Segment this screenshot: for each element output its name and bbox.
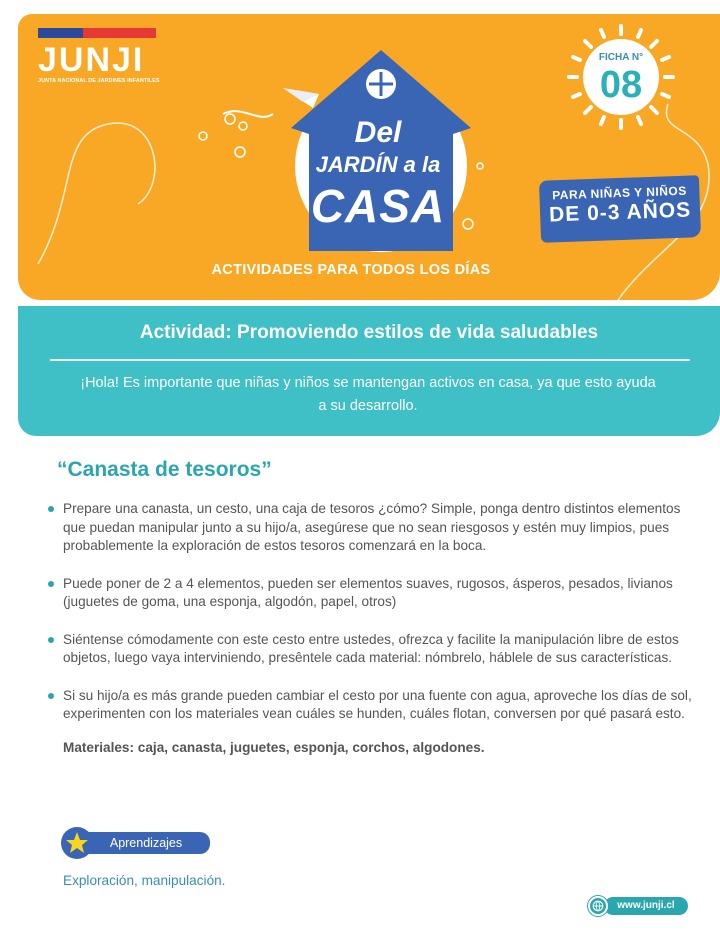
age-badge-line1: PARA NIÑAS Y NIÑOS bbox=[551, 183, 687, 203]
website-badge[interactable] bbox=[588, 896, 688, 916]
website-link[interactable]: www.junji.cl bbox=[617, 900, 675, 911]
activity-banner bbox=[18, 306, 720, 436]
ficha-number: 08 bbox=[599, 64, 643, 106]
program-logo bbox=[273, 36, 483, 266]
list-item bbox=[46, 500, 696, 556]
list-item-text: Prepare una canasta, un cesto, una caja de tesoros ¿cómo? Simple, ponga dentro distintos elementos que puedan manipular junto a su hijo/a, asegúrese que no sean riesgosos y estén muy limpios, pues probablemente la exploración de estos tesoros comenzará en la boca. bbox=[63, 501, 681, 553]
junji-subtitle: JUNTA NACIONAL DE JARDINES INFANTILES bbox=[38, 78, 160, 84]
bullet-icon bbox=[48, 506, 54, 512]
globe-icon bbox=[588, 896, 608, 916]
bullet-icon bbox=[48, 693, 54, 699]
ficha-badge bbox=[561, 22, 681, 132]
header-banner bbox=[18, 14, 720, 300]
list-item-text: Si su hijo/a es más grande pueden cambiar el cesto por una fuente con agua, aproveche los días de sol, experimenten con los materiales vean cuáles se hunden, cuáles flotan, conversen por qué pasará esto. bbox=[63, 687, 692, 721]
section-title: “Canasta de tesoros” bbox=[57, 458, 272, 481]
junji-wordmark: JUNJI bbox=[38, 41, 145, 79]
age-badge bbox=[539, 175, 701, 243]
list-item bbox=[46, 631, 696, 668]
program-title-line3: CASA bbox=[310, 180, 446, 232]
program-title-line2: JARDÍN a la bbox=[315, 152, 441, 177]
learning-badge bbox=[60, 826, 210, 860]
learning-label: Aprendizajes bbox=[109, 836, 183, 850]
activity-title: Actividad: Promoviendo estilos de vida saludables bbox=[139, 322, 599, 343]
learning-text: Exploración, manipulación. bbox=[63, 873, 226, 888]
bullet-icon bbox=[48, 581, 54, 587]
banner-divider bbox=[50, 359, 690, 361]
list-item bbox=[46, 687, 696, 724]
chile-flag-stripe bbox=[38, 28, 156, 38]
star-icon bbox=[60, 826, 94, 860]
age-badge-line2: DE 0-3 AÑOS bbox=[548, 198, 692, 227]
materials-line: Materiales: caja, canasta, juguetes, esponja, corchos, algodones. bbox=[63, 740, 485, 755]
instruction-list bbox=[46, 500, 696, 743]
header-tagline: ACTIVIDADES PARA TODOS LOS DÍAS bbox=[211, 262, 491, 278]
program-title-line1: Del bbox=[354, 116, 402, 149]
list-item bbox=[46, 575, 696, 612]
junji-logo bbox=[38, 28, 158, 84]
bullet-icon bbox=[48, 637, 54, 643]
list-item-text: Siéntense cómodamente con este cesto entre ustedes, ofrezca y facilite la manipulación libre de estos objetos, luego vaya interviniendo, presêntele cada material: nómbrelo, háblele de sus características. bbox=[63, 631, 679, 665]
list-item-text: Puede poner de 2 a 4 elementos, pueden ser elementos suaves, rugosos, ásperos, pesados, livianos (juguetes de goma, una esponja, algodón, papel, otros) bbox=[63, 575, 673, 609]
ficha-label: FICHA N° bbox=[598, 52, 644, 63]
activity-intro: ¡Hola! Es importante que niñas y niños se mantengan activos en casa, ya que esto ayuda a su desarrollo. bbox=[80, 375, 656, 414]
